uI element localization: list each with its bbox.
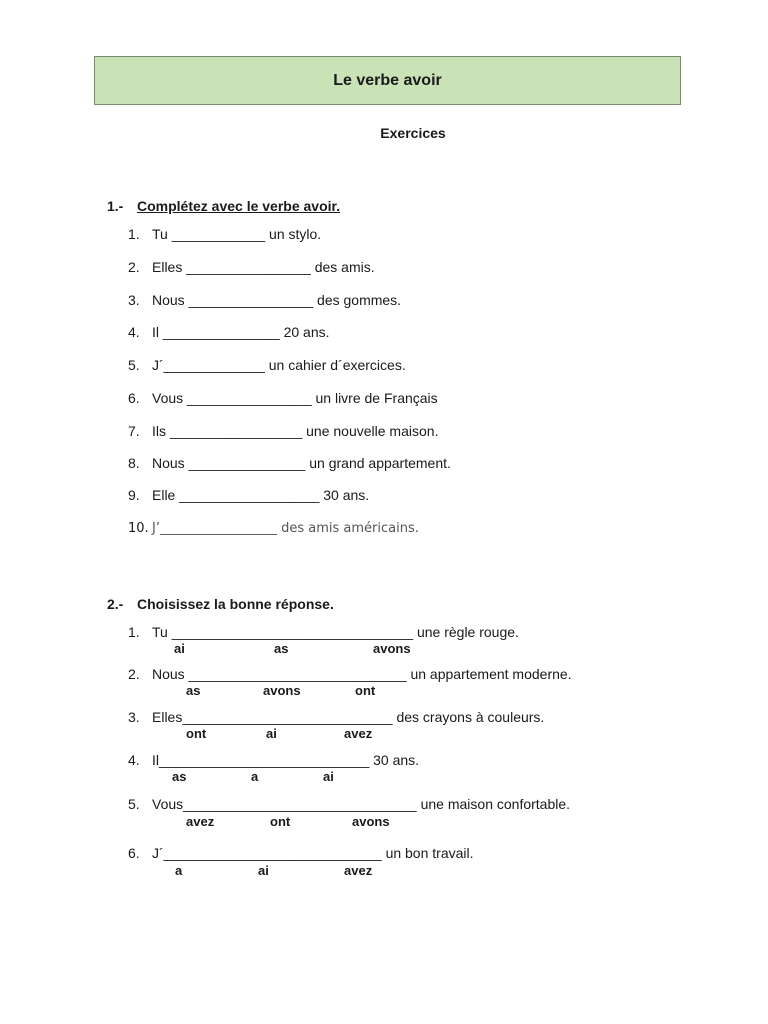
page-title: Le verbe avoir <box>94 56 681 105</box>
s1-item-2 <box>128 259 375 275</box>
s1-item-1 <box>128 226 321 242</box>
section-1-number: 1.- <box>107 198 124 214</box>
s2-item-1 <box>128 624 519 640</box>
choice-option[interactable]: avons <box>352 814 390 829</box>
s1-item-number: 5. <box>128 357 140 373</box>
s1-item-text: Ils _________________ une nouvelle maison. <box>152 423 439 439</box>
s1-item-text: Tu ____________ un stylo. <box>152 226 322 242</box>
section-1-instruction: Complétez avec le verbe avoir. <box>137 198 341 214</box>
s1-item-text: Elles ________________ des amis. <box>152 259 375 275</box>
choice-option[interactable]: as <box>274 641 289 656</box>
choice-option[interactable]: avons <box>373 641 411 656</box>
s1-item-text: J´_____________ un cahier d´exercices. <box>152 357 406 373</box>
s1-item-text: Nous ________________ des gommes. <box>152 292 402 308</box>
page-subtitle: Exercices <box>380 125 446 141</box>
s1-item-number: 1. <box>128 226 140 242</box>
s2-item-text: Vous______________________________ une maison confortable. <box>152 796 571 812</box>
s1-item-6 <box>128 390 438 406</box>
s1-item-number: 3. <box>128 292 140 308</box>
s2-item-text: Tu _______________________________ une règle rouge. <box>152 624 519 640</box>
s2-item-number: 5. <box>128 796 140 812</box>
s2-item-number: 3. <box>128 709 140 725</box>
s1-item-9 <box>128 487 369 503</box>
choice-option[interactable]: ont <box>186 726 207 741</box>
s1-item-number: 10. <box>128 521 149 536</box>
s1-item-10 <box>128 521 419 536</box>
s1-item-text: J’__________________ des amis américains. <box>152 521 419 536</box>
choice-option[interactable]: ont <box>355 683 376 698</box>
s1-item-7 <box>128 423 438 439</box>
s1-item-text: Nous _______________ un grand appartement. <box>152 455 451 471</box>
choice-option[interactable]: ont <box>270 814 291 829</box>
s2-item-number: 4. <box>128 752 140 768</box>
s1-item-number: 6. <box>128 390 140 406</box>
s2-item-6 <box>128 845 474 861</box>
s1-item-number: 4. <box>128 324 140 340</box>
section-2-instruction: Choisissez la bonne réponse. <box>137 596 334 612</box>
choice-option[interactable]: avons <box>263 683 301 698</box>
s1-item-text: Vous ________________ un livre de Français <box>152 390 438 406</box>
s1-item-8 <box>128 455 451 471</box>
choice-option[interactable]: avez <box>344 863 373 878</box>
choice-option[interactable]: a <box>251 769 259 784</box>
choice-option[interactable]: ai <box>258 863 269 878</box>
s1-item-5 <box>128 357 406 373</box>
section-2-heading <box>107 596 334 612</box>
choice-option[interactable]: ai <box>266 726 277 741</box>
choice-option[interactable]: ai <box>323 769 334 784</box>
s2-item-text: J´____________________________ un bon travail. <box>152 845 474 861</box>
choice-option[interactable]: as <box>172 769 187 784</box>
s2-item-number: 1. <box>128 624 140 640</box>
s2-item-3 <box>128 709 544 725</box>
s1-item-number: 9. <box>128 487 140 503</box>
s1-item-text: Il _______________ 20 ans. <box>152 324 330 340</box>
choice-option[interactable]: ai <box>174 641 185 656</box>
s1-item-4 <box>128 324 330 340</box>
s2-item-5 <box>128 796 570 812</box>
s1-item-number: 2. <box>128 259 140 275</box>
s2-item-text: Il___________________________ 30 ans. <box>152 752 420 768</box>
choice-option[interactable]: avez <box>344 726 373 741</box>
s2-item-2 <box>128 666 572 682</box>
s2-item-number: 6. <box>128 845 140 861</box>
s2-item-text: Nous ____________________________ un appartement moderne. <box>152 666 572 682</box>
choice-option[interactable]: avez <box>186 814 215 829</box>
s1-item-3 <box>128 292 401 308</box>
choice-option[interactable]: as <box>186 683 201 698</box>
s2-item-text: Elles___________________________ des crayons à couleurs. <box>152 709 545 725</box>
s1-item-text: Elle __________________ 30 ans. <box>152 487 370 503</box>
section-1-heading <box>107 198 340 214</box>
s2-item-4 <box>128 752 419 768</box>
choice-option[interactable]: a <box>175 863 183 878</box>
s2-item-number: 2. <box>128 666 140 682</box>
section-2-number: 2.- <box>107 596 124 612</box>
s1-item-number: 7. <box>128 423 140 439</box>
s1-item-number: 8. <box>128 455 140 471</box>
